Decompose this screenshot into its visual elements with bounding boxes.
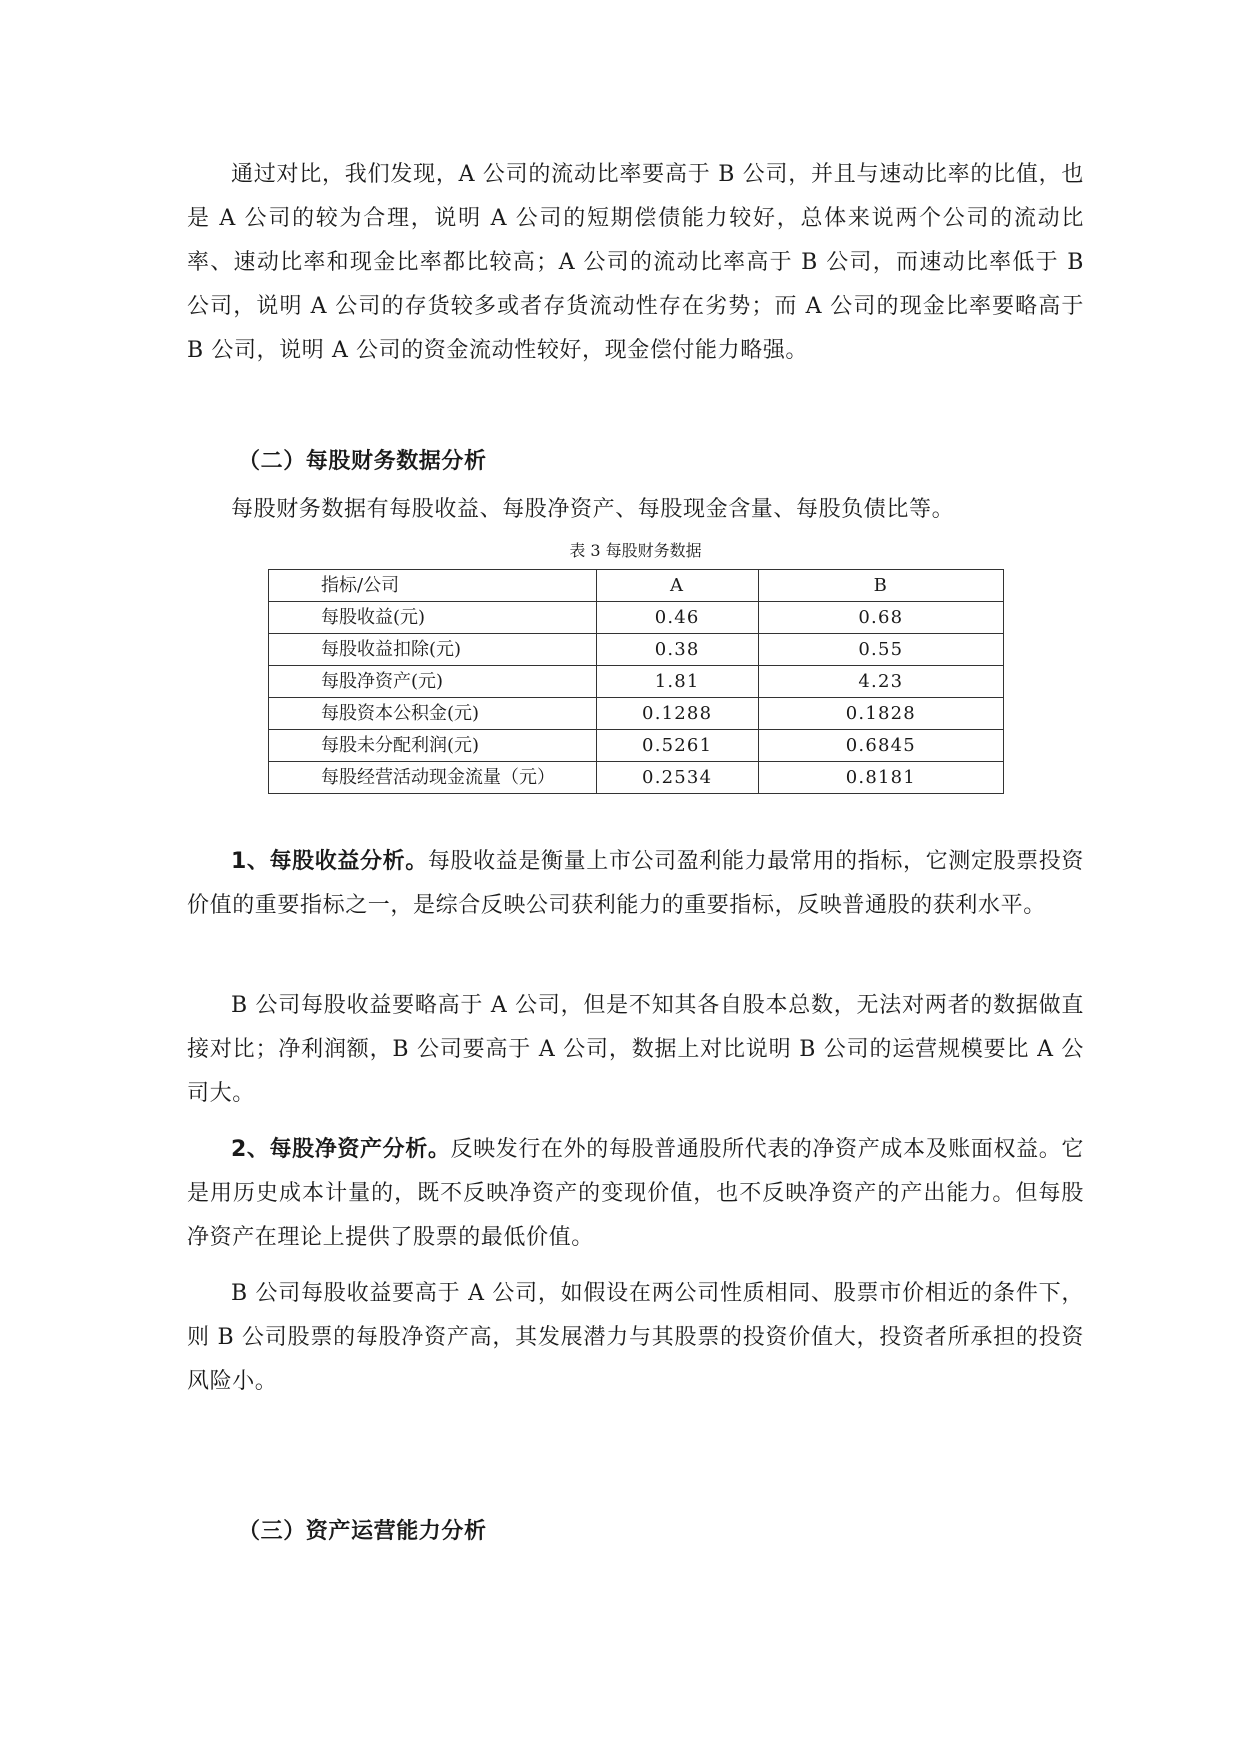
table-cell-indicator: 每股收益扣除(元): [269, 634, 597, 666]
table-row: [269, 666, 1004, 698]
table-header-cell: 指标/公司: [269, 570, 597, 602]
per-share-data-table: [268, 569, 1004, 794]
table-cell-indicator: 每股资本公积金(元): [269, 698, 597, 730]
paragraph-navps-analysis: [187, 1128, 1084, 1260]
table-row: [269, 602, 1004, 634]
paragraph-body-navps: 反映发行在外的每股普通股所代表的净资产成本及账面权益。它是用历史成本计量的，既不反映净资产的变现价值，也不反映净资产的产出能力。但每股净资产在理论上提供了股票的最低价值。: [187, 1137, 1084, 1250]
table-row: [269, 762, 1004, 794]
paragraph-body-eps: 每股收益是衡量上市公司盈利能力最常用的指标，它测定股票投资价值的重要指标之一，是综合反映公司获利能力的重要指标，反映普通股的获利水平。: [187, 849, 1084, 918]
paragraph-navps-comparison: B 公司每股收益要高于 A 公司，如假设在两公司性质相同、股票市价相近的条件下，则 B 公司股票的每股净资产高，其发展潜力与其股票的投资价值大，投资者所承担的投资风险小。: [187, 1281, 1084, 1394]
table-header-cell: A: [596, 570, 758, 602]
table-header-cell: B: [758, 570, 1003, 602]
table-cell-company-a: 0.5261: [596, 730, 758, 762]
table-header-row: [269, 570, 1004, 602]
table-cell-company-b: 0.6845: [758, 730, 1003, 762]
table-cell-company-b: 0.55: [758, 634, 1003, 666]
table-cell-company-b: 0.1828: [758, 698, 1003, 730]
table-cell-company-b: 0.8181: [758, 762, 1003, 794]
paragraph-per-share-intro: 每股财务数据有每股收益、每股净资产、每股现金含量、每股负债比等。: [231, 497, 955, 522]
paragraph-eps-analysis: [187, 840, 1084, 928]
table-cell-company-a: 0.46: [596, 602, 758, 634]
table-cell-indicator: 每股未分配利润(元): [269, 730, 597, 762]
table-cell-company-a: 0.38: [596, 634, 758, 666]
paragraph-eps-comparison: B 公司每股收益要略高于 A 公司，但是不知其各自股本总数，无法对两者的数据做直接对比；净利润额，B 公司要高于 A 公司，数据上对比说明 B 公司的运营规模要比 A 公司大。: [187, 993, 1084, 1106]
table-row: [269, 730, 1004, 762]
paragraph-lead-eps: 1、每股收益分析。: [231, 849, 428, 874]
table-cell-indicator: 每股收益(元): [269, 602, 597, 634]
table-caption: 表 3 每股财务数据: [569, 541, 702, 560]
table-cell-indicator: 每股经营活动现金流量（元）: [269, 762, 597, 794]
table-row: [269, 698, 1004, 730]
table-cell-company-a: 0.2534: [596, 762, 758, 794]
table-cell-indicator: 每股净资产(元): [269, 666, 597, 698]
paragraph-lead-navps: 2、每股净资产分析。: [231, 1137, 451, 1162]
table-cell-company-a: 1.81: [596, 666, 758, 698]
section-heading-per-share-data: （二）每股财务数据分析: [238, 449, 487, 474]
section-heading-asset-operation: （三）资产运营能力分析: [238, 1519, 487, 1544]
table-cell-company-b: 0.68: [758, 602, 1003, 634]
table-cell-company-b: 4.23: [758, 666, 1003, 698]
table-row: [269, 634, 1004, 666]
paragraph-liquidity-comparison: 通过对比，我们发现，A 公司的流动比率要高于 B 公司，并且与速动比率的比值，也是 A 公司的较为合理，说明 A 公司的短期偿债能力较好，总体来说两个公司的流动比率、速动比率和现金比率都比较高；A 公司的流动比率高于 B 公司，而速动比率低于 B 公司，说明 A 公司的存货较多或者存货流动性存在劣势；而 A 公司的现金比率要略高于 B 公司，说明 A 公司的资金流动性较好，现金偿付能力略强。: [187, 162, 1084, 363]
table-cell-company-a: 0.1288: [596, 698, 758, 730]
